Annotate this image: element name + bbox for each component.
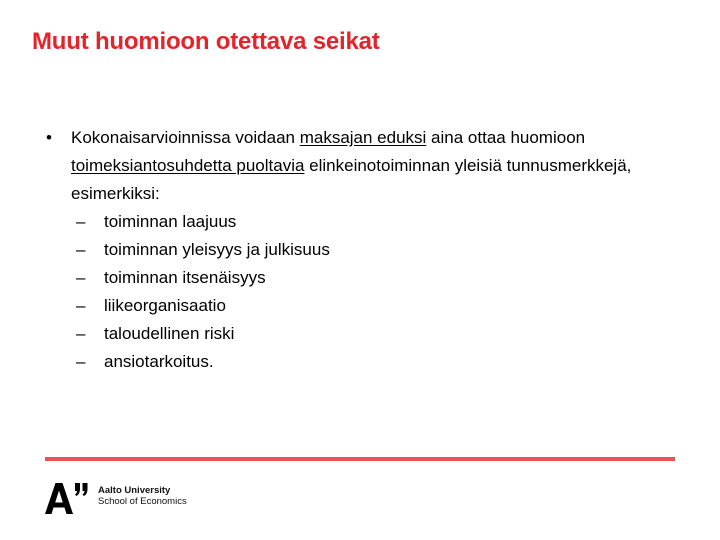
bullet-text-part: Kokonaisarvioinnissa voidaan [71, 128, 300, 147]
sub-list-item [46, 208, 686, 236]
bullet-symbol: • [46, 128, 52, 147]
sub-list-item [46, 264, 686, 292]
underlined-phrase: maksajan eduksi [299, 128, 427, 147]
logo-wordmark [98, 485, 187, 507]
sub-item-text: liikeorganisaatio [104, 296, 226, 315]
underlined-phrase: toimeksiantosuhdetta puoltavia [71, 156, 305, 175]
sub-list-item [46, 292, 686, 320]
sub-item-text: taloudellinen riski [104, 324, 235, 343]
sub-item-text: ansiotarkoitus. [104, 352, 214, 371]
dash-symbol: – [76, 240, 86, 259]
slide-title: Muut huomioon otettava seikat [32, 28, 380, 55]
logo-line-university: Aalto University [98, 485, 171, 496]
sub-list [46, 208, 686, 376]
sub-list-item [46, 320, 686, 348]
dash-symbol: – [76, 212, 86, 231]
dash-symbol: – [76, 268, 86, 287]
bullet-text-part: aina ottaa huomioon [426, 128, 586, 147]
footer-divider [45, 457, 675, 461]
sub-item-text: toiminnan yleisyys ja julkisuus [104, 240, 330, 259]
bullet-item [46, 124, 686, 208]
aalto-a-logo-icon [45, 480, 89, 516]
sub-list-item [46, 236, 686, 264]
dash-symbol: – [76, 352, 86, 371]
sub-item-text: toiminnan laajuus [104, 212, 237, 231]
sub-list-item [46, 348, 686, 376]
aalto-logo [45, 480, 215, 520]
dash-symbol: – [76, 296, 86, 315]
bullet-text-part: elinkeinotoiminnan yleisiä tunnusmerkkejä, esimerkiksi: [71, 156, 632, 203]
sub-item-text: toiminnan itsenäisyys [104, 268, 266, 287]
slide-content [46, 124, 686, 376]
dash-symbol: – [76, 324, 86, 343]
logo-line-school: School of Economics [98, 496, 187, 507]
